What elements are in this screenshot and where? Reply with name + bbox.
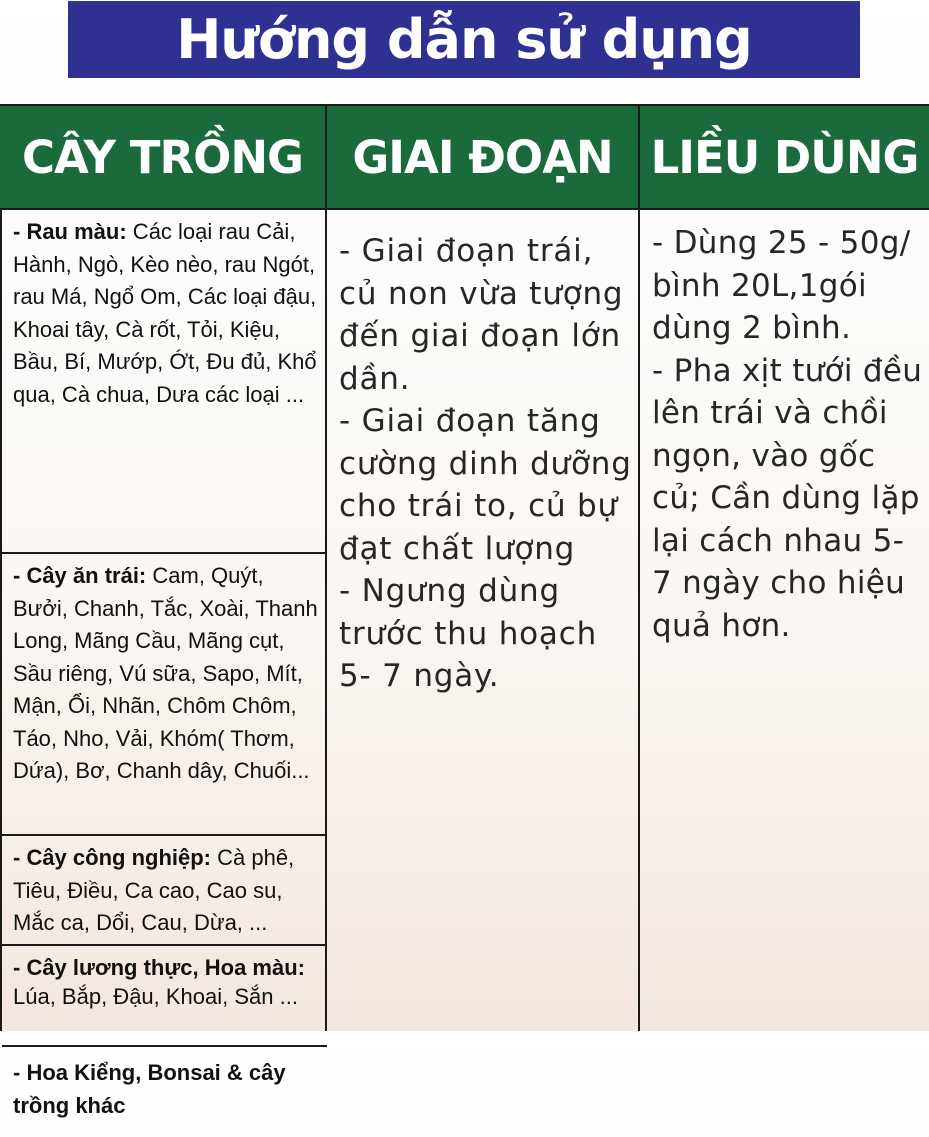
crop-cell-fruit-trees <box>2 554 327 836</box>
header-dosage: LIỀU DÙNG <box>640 106 929 209</box>
crop-label: - Rau màu: <box>13 219 127 244</box>
usage-table <box>0 104 929 1118</box>
crop-label: - Hoa Kiểng, Bonsai & cây trồng khác <box>13 1060 286 1118</box>
crop-text: Các loại rau Cải, Hành, Ngò, Kèo nèo, rau Ngót, rau Má, Ngổ Om, Các loại đậu, Khoai tây, Cà rốt, Tỏi, Kiệu, Bầu, Bí, Mướp, Ớt, Đu đủ, Khổ qua, Cà chua, Dưa các loại ... <box>13 219 317 407</box>
crop-column <box>0 210 327 1118</box>
crop-cell-industrial <box>2 836 327 946</box>
page-title: Hướng dẫn sử dụng <box>176 8 752 71</box>
header-crop: CÂY TRỒNG <box>0 106 327 209</box>
crop-label: - Cây công nghiệp: <box>13 845 211 870</box>
stage-text: - Giai đoạn trái, củ non vừa tượng đến giai đoạn lớn dần. - Giai đoạn tăng cường dinh dưỡng cho trái to, củ bự đạt chất lượng - Ngưng dùng trước thu hoạch 5- 7 ngày. <box>339 233 632 694</box>
crop-text: Lúa, Bắp, Đậu, Khoai, Sắn ... <box>13 984 298 1009</box>
crop-text: Cà phê, Tiêu, Điều, Ca cao, Cao su, Mắc ca, Dổi, Cau, Dừa, ... <box>13 845 295 935</box>
crop-cell-vegetables <box>2 210 327 554</box>
crop-cell-food-crops <box>2 946 327 1047</box>
crop-cell-ornamental <box>2 1047 327 1137</box>
header-stage: GIAI ĐOẠN <box>327 106 640 209</box>
title-banner <box>68 1 860 78</box>
dosage-text: - Dùng 25 - 50g/ bình 20L,1gói dùng 2 bình. - Pha xịt tưới đều lên trái và chồi ngọn, vào gốc củ; Cần dùng lặp lại cách nhau 5- 7 ngày cho hiệu quả hơn. <box>652 225 923 644</box>
crop-label: - Cây lương thực, Hoa màu: <box>13 955 305 980</box>
crop-text: Cam, Quýt, Bưởi, Chanh, Tắc, Xoài, Thanh Long, Mãng Cầu, Mãng cụt, Sầu riêng, Vú sữa, Sapo, Mít, Mận, Ổi, Nhãn, Chôm Chôm, Táo, Nho, Vải, Khóm( Thơm, Dứa), Bơ, Chanh dây, Chuối... <box>13 563 318 783</box>
crop-label: - Cây ăn trái: <box>13 563 147 588</box>
column-divider-2 <box>638 106 640 1031</box>
